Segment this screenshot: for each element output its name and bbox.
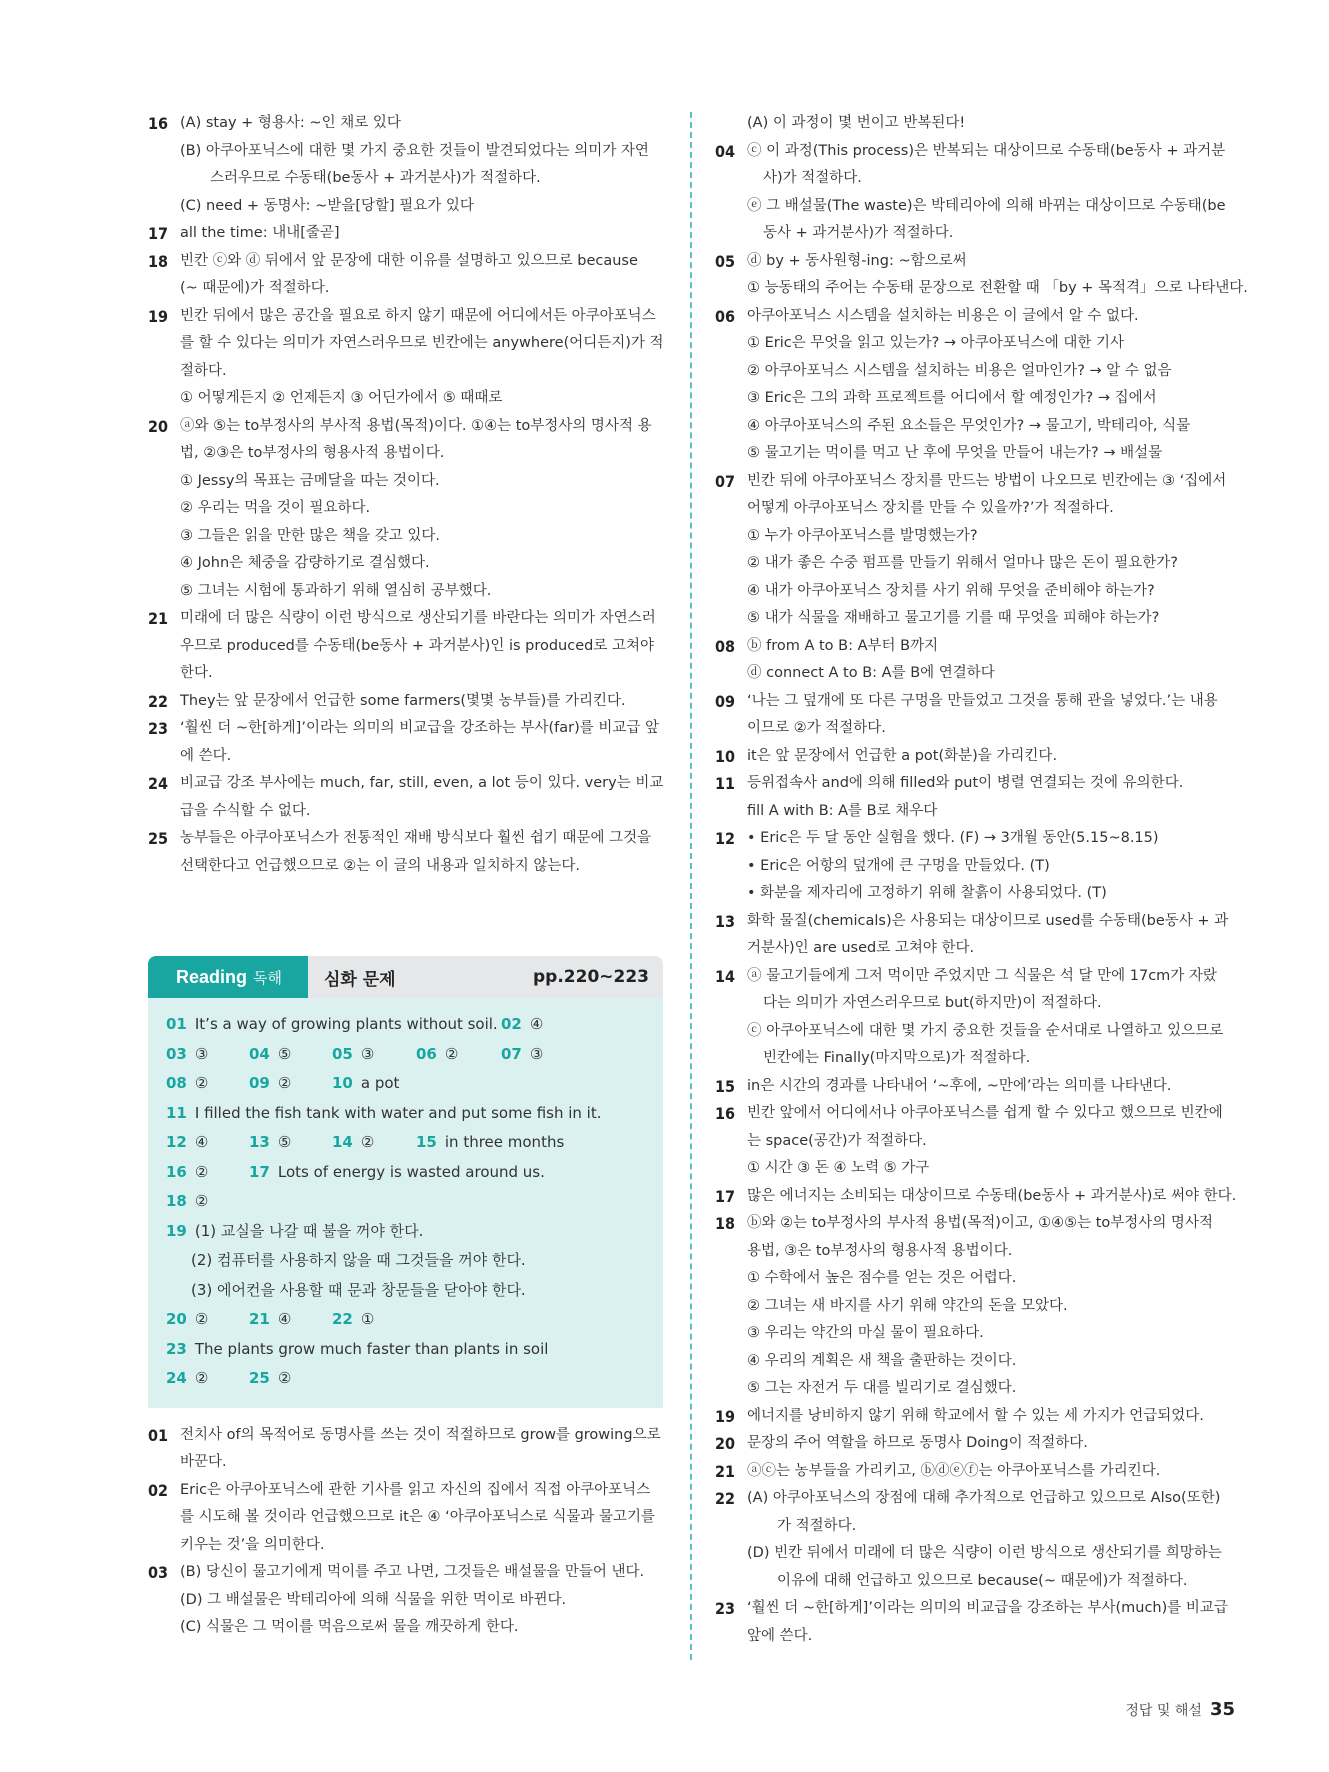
explanation-item: [148, 825, 663, 880]
item-line: ⓑ from A to B: A부터 B까지: [747, 637, 939, 654]
item-line: 동사 + 과거분사)가 적절하다.: [763, 225, 954, 241]
column-divider: [690, 112, 692, 1660]
answer-row: [166, 1128, 645, 1158]
item-line: 가 적절하다.: [777, 1517, 857, 1534]
item-number: 09: [715, 691, 736, 711]
item-line: ⓔ 그 배설물(The waste)은 박테리아에 의해 바뀌는 대상이므로 수동태(be: [747, 197, 1226, 214]
answer-text: ②: [277, 1369, 292, 1387]
answer-text: ⑤: [277, 1133, 292, 1151]
explanation-item: [148, 1422, 663, 1477]
answer-text: ②: [277, 1074, 292, 1092]
answer-text: ②: [360, 1133, 375, 1151]
item-line: 등위접속사 and에 의해 filled와 put이 병렬 연결되는 것에 유의한다.: [747, 775, 1184, 791]
item-number: 24: [148, 774, 169, 793]
answer-cell: [166, 1276, 566, 1306]
item-number: 14: [715, 966, 736, 986]
item-number: 04: [715, 141, 736, 161]
item-line: (B) 아쿠아포닉스에 대한 몇 가지 중요한 것들이 발견되었다는 의미가 자연: [180, 142, 649, 159]
answer-row: [166, 1335, 645, 1365]
item-number: 20: [715, 1434, 736, 1453]
answer-row: [166, 1276, 645, 1306]
item-line: 많은 에너지는 소비되는 대상이므로 수동태(be동사 + 과거분사)로 써야 한다.: [747, 1187, 1237, 1204]
answer-number: 11: [166, 1103, 187, 1122]
answer-cell: [166, 1158, 249, 1188]
item-line: • Eric은 두 달 동안 실험을 했다. (F) → 3개월 동안(5.15~8.15): [747, 830, 1159, 846]
item-line: 다는 의미가 자연스러우므로 but(하지만)이 적절하다.: [763, 995, 1102, 1011]
item-line: ④ 우리의 계획은 새 책을 출판하는 것이다.: [747, 1352, 1017, 1369]
spacer: [148, 880, 663, 956]
right-column: [715, 110, 1248, 1650]
explanation-item: [715, 1458, 1235, 1486]
item-number: 19: [715, 1406, 736, 1426]
item-line: 용법, ③은 to부정사의 형용사적 용법이다.: [747, 1242, 1013, 1259]
explanation-item: [715, 1430, 1235, 1458]
answer-cell: [501, 1040, 581, 1070]
item-line: ③ 우리는 약간의 마실 물이 필요하다.: [747, 1325, 984, 1341]
item-number: 19: [148, 306, 169, 326]
answer-number: 18: [166, 1192, 187, 1210]
answer-cell: [249, 1364, 332, 1394]
answer-text: ③: [194, 1044, 209, 1063]
explanation-item: [715, 1073, 1235, 1101]
item-line: 에 쓴다.: [180, 747, 232, 764]
answer-text: ③: [360, 1044, 375, 1063]
answer-text: ②: [194, 1192, 209, 1210]
answer-cell: [249, 1040, 332, 1070]
answer-text: (3) 에어컨을 사용할 때 문과 창문들을 닫아야 한다.: [191, 1280, 526, 1299]
item-number: 06: [715, 306, 736, 326]
item-line: (B) 당신이 물고기에게 먹이를 주고 나면, 그것들은 배설물을 만들어 낸다.: [180, 1564, 645, 1580]
reading-sub-label: 독해: [253, 968, 282, 987]
answer-cell: [166, 1305, 249, 1335]
item-line: 농부들은 아쿠아포닉스가 전통적인 재배 방식보다 훨씬 쉽기 때문에 그것을: [180, 830, 652, 846]
item-line: 미래에 더 많은 식량이 이런 방식으로 생산되기를 바란다는 의미가 자연스러: [180, 610, 656, 626]
explanation-item: [715, 825, 1235, 908]
item-line: 를 시도해 볼 것이라 언급했으므로 it은 ④ ‘아쿠아포닉스로 식물과 물고기를: [180, 1509, 656, 1525]
answer-cell: [416, 1128, 596, 1158]
item-number: 23: [715, 1599, 736, 1618]
item-line: ‘나는 그 덮개에 또 다른 구멍을 만들었고 그것을 통해 관을 넣었다.’는 내용: [747, 692, 1218, 709]
item-number: 17: [148, 224, 169, 243]
item-line: 빈칸 앞에서 어디에서나 아쿠아포닉스를 쉽게 할 수 있다고 했으므로 빈칸에: [747, 1105, 1223, 1121]
answer-row: [166, 1158, 645, 1188]
item-line: 빈칸 뒤에 아쿠아포닉스 장치를 만드는 방법이 나오므로 빈칸에는 ③ ‘집에서: [747, 472, 1227, 489]
answer-text: (1) 교실을 나갈 때 불을 꺼야 한다.: [194, 1221, 424, 1240]
explanation-item: [148, 303, 663, 413]
answer-text: ②: [194, 1310, 209, 1328]
item-line: 우므로 produced를 수동태(be동사 + 과거분사)인 is produced로 고쳐야: [180, 637, 654, 654]
item-number: 03: [148, 1563, 169, 1582]
item-line: all the time: 내내[줄곧]: [180, 225, 340, 241]
item-line: 빈칸 ⓒ와 ⓓ 뒤에서 앞 문장에 대한 이유를 설명하고 있으므로 because: [180, 252, 638, 269]
explanation-item: [715, 1183, 1235, 1211]
answer-cell: [166, 1335, 586, 1365]
item-line: ‘훨씬 더 ~한[하게]’이라는 의미의 비교급을 강조하는 부사(far)를 비교급 앞: [180, 720, 660, 736]
answer-text: ④: [529, 1015, 544, 1033]
item-line: ① 어떻게든지 ② 언제든지 ③ 어딘가에서 ⑤ 때때로: [180, 390, 503, 406]
explanations-list-top: [148, 110, 663, 880]
item-line: ① Jessy의 목표는 금메달을 따는 것이다.: [180, 472, 440, 489]
answer-number: 07: [501, 1044, 522, 1063]
item-line: it은 앞 문장에서 언급한 a pot(화분)을 가리킨다.: [747, 747, 1058, 764]
answer-row: [166, 1069, 645, 1099]
item-line: 문장의 주어 역할을 하므로 동명사 Doing이 적절하다.: [747, 1435, 1088, 1451]
item-line: 이유에 대해 언급하고 있으므로 because(~ 때문에)가 적절하다.: [777, 1572, 1188, 1589]
explanation-item: [148, 688, 663, 716]
section-badge: [148, 956, 308, 998]
item-line: ① 수학에서 높은 점수를 얻는 것은 어렵다.: [747, 1270, 1017, 1286]
item-number: 25: [148, 829, 169, 848]
explanation-item: [715, 1100, 1235, 1183]
answer-number: 13: [249, 1133, 270, 1151]
answer-row: [166, 1010, 645, 1040]
item-line: (A) 아쿠아포닉스의 장점에 대해 추가적으로 언급하고 있으므로 Also(또한): [747, 1490, 1221, 1506]
left-column: [148, 110, 663, 1642]
answer-text: ③: [529, 1044, 544, 1063]
item-line: ③ 그들은 읽을 만한 많은 책을 갖고 있다.: [180, 527, 440, 544]
item-line: ‘훨씬 더 ~한[하게]’이라는 의미의 비교급을 강조하는 부사(much)를 비교급: [747, 1600, 1228, 1616]
explanation-item: [715, 1485, 1235, 1595]
footer-label: 정답 및 해설: [1125, 1703, 1202, 1719]
explanation-item: [148, 770, 663, 825]
answer-row: [166, 1305, 645, 1335]
answer-number: 03: [166, 1044, 187, 1063]
item-line: 급을 수식할 수 없다.: [180, 802, 311, 819]
answer-cell: [166, 1217, 566, 1247]
explanation-item: [148, 605, 663, 688]
item-line: ④ 내가 아쿠아포닉스 장치를 사기 위해 무엇을 준비해야 하는가?: [747, 582, 1155, 599]
explanation-item: [148, 1477, 663, 1560]
answer-number: 20: [166, 1310, 187, 1328]
item-line: ③ Eric은 그의 과학 프로젝트를 어디에서 할 예정인가? → 집에서: [747, 390, 1157, 406]
explanation-item: [715, 303, 1235, 468]
answer-cell: [501, 1010, 581, 1040]
item-line: ① 시간 ③ 돈 ④ 노력 ⑤ 가구: [747, 1160, 930, 1176]
item-number: 16: [148, 114, 169, 133]
item-line: ⑤ 그녀는 시험에 통과하기 위해 열심히 공부했다.: [180, 582, 492, 599]
answer-cell: [249, 1305, 332, 1335]
answer-row: [166, 1099, 645, 1129]
item-number: 08: [715, 636, 736, 656]
answer-number: 08: [166, 1074, 187, 1092]
answer-row: [166, 1364, 645, 1394]
item-number: 12: [715, 829, 736, 848]
answer-text: (2) 컴퓨터를 사용하지 않을 때 그것들을 꺼야 한다.: [191, 1251, 526, 1269]
answer-cell: [166, 1069, 249, 1099]
item-line: 앞에 쓴다.: [747, 1627, 813, 1644]
explanation-item: [715, 770, 1235, 825]
explanation-item: [715, 138, 1235, 248]
item-line: 아쿠아포닉스 시스템을 설치하는 비용은 이 글에서 알 수 없다.: [747, 307, 1139, 324]
item-line: ① 누가 아쿠아포닉스를 발명했는가?: [747, 527, 978, 544]
answer-number: 17: [249, 1162, 270, 1181]
answer-box-header: [148, 956, 663, 998]
item-line: ⓐ 물고기들에게 그저 먹이만 주었지만 그 식물은 석 달 만에 17cm가 자랐: [747, 967, 1217, 984]
item-line: ⓒ 이 과정(This process)은 반복되는 대상이므로 수동태(be동사 + 과거분: [747, 142, 1226, 159]
answer-cell: [332, 1069, 452, 1099]
answer-text: Lots of energy is wasted around us.: [277, 1162, 545, 1181]
answer-key-box: [148, 998, 663, 1408]
answer-text: It’s a way of growing plants without soil.: [194, 1015, 498, 1033]
explanation-item: [148, 413, 663, 606]
item-number: 10: [715, 746, 736, 766]
answer-cell: [416, 1040, 501, 1070]
item-line: ⑤ 그는 자전거 두 대를 빌리기로 결심했다.: [747, 1380, 1017, 1396]
item-line: 는 space(공간)가 적절하다.: [747, 1132, 927, 1149]
item-number: 13: [715, 911, 736, 931]
explanation-item: [715, 1595, 1235, 1650]
answer-row: [166, 1246, 645, 1276]
item-line: ④ 아쿠아포닉스의 주된 요소들은 무엇인가? → 물고기, 박테리아, 식물: [747, 417, 1191, 434]
answer-number: 25: [249, 1369, 270, 1387]
item-line: ⓓ connect A to B: A를 B에 연결하다: [747, 665, 995, 681]
item-line: 거분사)인 are used로 고쳐야 한다.: [747, 940, 975, 956]
answer-number: 21: [249, 1310, 270, 1328]
item-line: Eric은 아쿠아포닉스에 관한 기사를 읽고 자신의 집에서 직접 아쿠아포닉스: [180, 1481, 651, 1498]
answer-number: 24: [166, 1369, 187, 1387]
item-number: 01: [148, 1425, 169, 1445]
answer-number: 19: [166, 1221, 187, 1240]
answer-text: ⑤: [277, 1044, 292, 1063]
item-line: (C) need + 동명사: ~받을[당할] 필요가 있다: [180, 197, 474, 214]
item-line: in은 시간의 경과를 나타내어 ‘~후에, ~만에’라는 의미를 나타낸다.: [747, 1077, 1172, 1094]
explanation-item: [148, 220, 663, 248]
item-number: 22: [148, 691, 169, 711]
answer-cell: [166, 1099, 602, 1129]
answer-number: 01: [166, 1015, 187, 1033]
item-number: 15: [715, 1076, 736, 1096]
item-line: 절하다.: [180, 362, 227, 379]
answer-row: [166, 1217, 645, 1247]
answer-number: 04: [249, 1044, 270, 1063]
item-line: (C) 식물은 그 먹이를 먹음으로써 물을 깨끗하게 한다.: [180, 1619, 519, 1635]
item-line: ⑤ 내가 식물을 재배하고 물고기를 기를 때 무엇을 피해야 하는가?: [747, 610, 1160, 626]
answer-text: ④: [194, 1133, 209, 1151]
answer-number: 14: [332, 1133, 353, 1151]
answer-text: a pot: [360, 1074, 400, 1092]
answer-number: 12: [166, 1133, 187, 1151]
item-line: 바꾼다.: [180, 1454, 227, 1470]
item-line: ⓑ와 ②는 to부정사의 부사적 용법(목적)이고, ①④⑤는 to부정사의 명사적: [747, 1215, 1213, 1231]
item-number: 17: [715, 1186, 736, 1206]
item-line: 키우는 것’을 의미한다.: [180, 1536, 325, 1553]
answer-cell: [166, 1010, 501, 1040]
item-line: • 화분을 제자리에 고정하기 위해 찰흙이 사용되었다. (T): [747, 885, 1107, 901]
answer-row: [166, 1187, 645, 1217]
answer-cell: [249, 1069, 332, 1099]
page-footer: [1125, 1699, 1235, 1720]
answer-number: 05: [332, 1044, 353, 1063]
explanation-item: [715, 468, 1235, 633]
item-line: 에너지를 낭비하지 않기 위해 학교에서 할 수 있는 세 가지가 언급되었다.: [747, 1407, 1204, 1424]
item-line: (A) stay + 형용사: ~인 채로 있다: [180, 115, 401, 131]
page-number: 35: [1209, 1699, 1235, 1720]
item-line: 법, ②③은 to부정사의 형용사적 용법이다.: [180, 445, 445, 461]
item-line: 화학 물질(chemicals)은 사용되는 대상이므로 used를 수동태(be동사 + 과: [747, 912, 1229, 929]
explanation-item: [715, 743, 1235, 771]
answer-cell: [249, 1128, 332, 1158]
answer-text: in three months: [444, 1133, 565, 1151]
explanation-item: [715, 110, 1235, 138]
item-line: ② 아쿠아포닉스 시스템을 설치하는 비용은 얼마인가? → 알 수 없음: [747, 362, 1172, 379]
item-number: 18: [715, 1214, 736, 1233]
item-line: 를 할 수 있다는 의미가 자연스러우므로 빈칸에는 anywhere(어디든지)가 적: [180, 335, 664, 351]
explanation-item: [148, 715, 663, 770]
box-pages: pp.220~223: [532, 967, 649, 987]
answer-cell: [166, 1187, 249, 1217]
item-line: (~ 때문에)가 적절하다.: [180, 280, 330, 296]
answer-cell: [166, 1128, 249, 1158]
item-line: ⓓ by + 동사원형-ing: ~함으로써: [747, 252, 967, 269]
explanation-item: [148, 1559, 663, 1642]
answer-text: ②: [194, 1074, 209, 1092]
explanation-item: [715, 908, 1235, 963]
item-line: ① Eric은 무엇을 읽고 있는가? → 아쿠아포닉스에 대한 기사: [747, 335, 1124, 351]
reading-label: Reading: [176, 966, 248, 987]
item-line: 전치사 of의 목적어로 동명사를 쓰는 것이 적절하므로 grow를 growing으로: [180, 1426, 661, 1443]
item-line: ② 우리는 먹을 것이 필요하다.: [180, 500, 371, 516]
answer-number: 02: [501, 1015, 522, 1033]
item-line: 이므로 ②가 적절하다.: [747, 720, 886, 736]
item-line: 스러우므로 수동태(be동사 + 과거분사)가 적절하다.: [210, 170, 541, 186]
answer-text: ②: [444, 1044, 459, 1063]
explanation-item: [715, 963, 1235, 1073]
item-number: 05: [715, 251, 736, 271]
item-line: ① 능동태의 주어는 수동태 문장으로 전환할 때 「by + 목적격」으로 나타낸다.: [747, 280, 1248, 296]
explanation-item: [715, 1403, 1235, 1431]
item-line: ⓐ와 ⑤는 to부정사의 부사적 용법(목적)이다. ①④는 to부정사의 명사적 용: [180, 417, 652, 434]
answer-text: ②: [194, 1162, 209, 1181]
answer-text: ①: [360, 1310, 375, 1328]
box-title: 심화 문제: [324, 969, 396, 990]
item-line: ⑤ 물고기는 먹이를 먹고 난 후에 무엇을 만들어 내는가? → 배설물: [747, 445, 1163, 461]
item-line: 어떻게 아쿠아포닉스 장치를 만들 수 있을까?’가 적절하다.: [747, 500, 1114, 516]
item-line: (A) 이 과정이 몇 번이고 반복된다!: [747, 115, 966, 131]
item-number: 16: [715, 1104, 736, 1123]
answer-text: ④: [277, 1310, 292, 1328]
answer-cell: [332, 1040, 416, 1070]
answer-number: 06: [416, 1044, 437, 1063]
explanations-list-right: [715, 110, 1248, 1650]
item-line: • Eric은 어항의 덮개에 큰 구멍을 만들었다. (T): [747, 857, 1050, 874]
item-number: 11: [715, 774, 736, 793]
item-line: 빈칸 뒤에서 많은 공간을 필요로 하지 않기 때문에 어디에서든 아쿠아포닉스: [180, 307, 656, 324]
answer-number: 16: [166, 1162, 187, 1181]
answer-number: 09: [249, 1074, 270, 1092]
item-line: ⓐⓒ는 농부들을 가리키고, ⓑⓓⓔⓕ는 아쿠아포닉스를 가리킨다.: [747, 1462, 1161, 1479]
answer-number: 23: [166, 1339, 187, 1358]
answer-cell: [332, 1128, 416, 1158]
item-number: 23: [148, 719, 169, 738]
explanation-item: [715, 248, 1248, 303]
item-line: ② 내가 좋은 수중 펌프를 만들기 위해서 얼마나 많은 돈이 필요한가?: [747, 555, 1178, 571]
item-line: (D) 그 배설물은 박테리아에 의해 식물을 위한 먹이로 바뀐다.: [180, 1591, 567, 1608]
item-number: 02: [148, 1480, 169, 1500]
item-number: 21: [715, 1461, 736, 1481]
answer-cell: [166, 1246, 566, 1276]
item-line: 빈칸에는 Finally(마지막으로)가 적절하다.: [763, 1050, 1031, 1066]
item-line: ② 그녀는 새 바지를 사기 위해 약간의 돈을 모았다.: [747, 1297, 1068, 1314]
answer-cell: [166, 1040, 249, 1070]
explanation-item: [715, 1210, 1235, 1403]
item-number: 18: [148, 251, 169, 271]
item-line: ④ John은 체중을 감량하기로 결심했다.: [180, 555, 430, 571]
answer-cell: [166, 1364, 249, 1394]
item-line: They는 앞 문장에서 언급한 some farmers(몇몇 농부들)를 가리킨다.: [180, 692, 626, 709]
explanation-item: [148, 248, 663, 303]
item-line: 선택한다고 언급했으므로 ②는 이 글의 내용과 일치하지 않는다.: [180, 857, 581, 874]
explanations-list-bottom: [148, 1422, 663, 1642]
answer-row: [166, 1040, 645, 1070]
answer-cell: [332, 1305, 416, 1335]
item-number: 20: [148, 416, 169, 436]
item-line: 사)가 적절하다.: [763, 170, 862, 186]
answer-number: 10: [332, 1074, 353, 1092]
answer-number: 22: [332, 1310, 353, 1328]
item-line: (D) 빈칸 뒤에서 미래에 더 많은 식량이 이런 방식으로 생산되기를 희망하는: [747, 1545, 1222, 1561]
item-number: 07: [715, 471, 736, 491]
item-line: ⓒ 아쿠아포닉스에 대한 몇 가지 중요한 것들을 순서대로 나열하고 있으므로: [747, 1022, 1224, 1039]
explanation-item: [715, 688, 1235, 743]
answer-cell: [249, 1158, 579, 1188]
item-line: fill A with B: A를 B로 채우다: [747, 802, 938, 819]
explanation-item: [715, 633, 1235, 688]
item-number: 21: [148, 609, 169, 628]
item-line: 한다.: [180, 665, 213, 681]
item-line: 비교급 강조 부사에는 much, far, still, even, a lot 등이 있다. very는 비교: [180, 775, 664, 791]
item-number: 22: [715, 1489, 736, 1508]
answer-text: ②: [194, 1369, 209, 1387]
explanation-item: [148, 110, 663, 220]
answer-number: 15: [416, 1133, 437, 1151]
answer-text: The plants grow much faster than plants in soil: [194, 1339, 549, 1358]
answer-text: I filled the fish tank with water and put some fish in it.: [194, 1103, 602, 1122]
